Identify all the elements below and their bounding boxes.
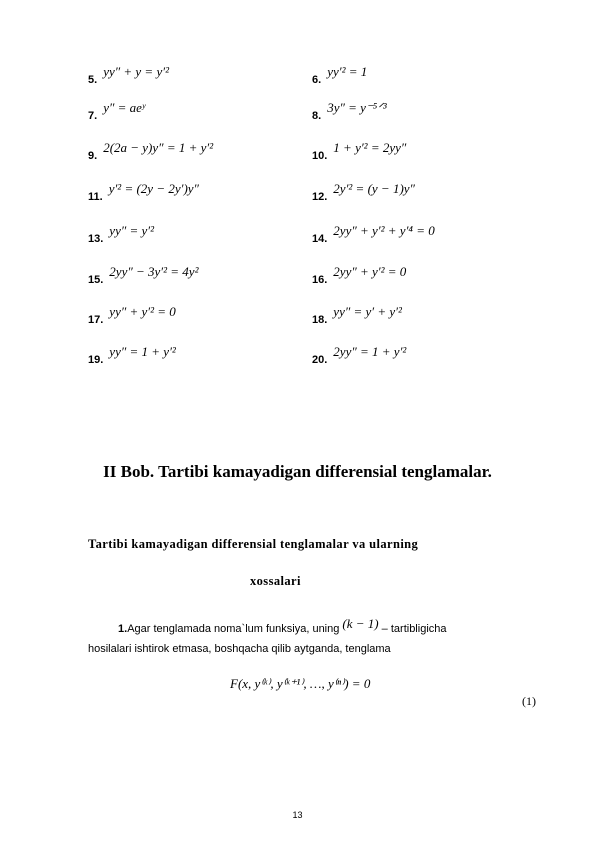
exercise-equation: yy″ + y = y′² <box>103 64 169 79</box>
exercise-equation: yy″ + y′² = 0 <box>109 304 176 319</box>
exercise-number: 20. <box>312 354 328 366</box>
exercise-equation: 2y′² = (y − 1)y″ <box>333 181 415 196</box>
exercise-number: 15. <box>88 274 104 286</box>
exercise-equation: yy″ = y′² <box>109 223 155 238</box>
exercise-number: 14. <box>312 233 328 245</box>
order-expression: (k − 1) <box>342 616 379 631</box>
exercise-19 <box>88 340 176 366</box>
paragraph-text: Agar tenglamada noma`lum funksiya, uning <box>127 623 343 635</box>
page-number: 13 <box>292 810 303 820</box>
exercise-equation: 2yy″ + y′² + y′⁴ = 0 <box>333 223 435 238</box>
exercise-equation: y″ = aeʸ <box>103 100 146 115</box>
exercise-12 <box>312 177 415 203</box>
section-title: Tartibi kamayadigan differensial tenglamalar va ularning <box>88 537 419 551</box>
exercise-equation: 2yy″ + y′² = 0 <box>333 264 407 279</box>
exercise-number: 6. <box>312 74 322 86</box>
exercise-14 <box>312 219 435 245</box>
exercise-6 <box>312 60 367 86</box>
exercise-equation: 3y″ = y⁻⁵ᐟ³ <box>327 100 387 115</box>
exercise-18 <box>312 300 402 326</box>
exercise-number: 16. <box>312 274 328 286</box>
exercise-number: 17. <box>88 314 104 326</box>
paragraph-line-1 <box>118 616 447 636</box>
exercise-equation: y′² = (2y − 2y′)y″ <box>108 181 199 196</box>
exercise-9 <box>88 136 213 162</box>
exercise-number: 10. <box>312 150 328 162</box>
exercise-7 <box>88 96 145 122</box>
exercise-number: 7. <box>88 110 98 122</box>
exercise-10 <box>312 136 406 162</box>
exercise-number: 19. <box>88 354 104 366</box>
exercise-equation: 2yy″ = 1 + y′² <box>333 344 407 359</box>
exercise-8 <box>312 96 387 122</box>
exercise-number: 12. <box>312 191 328 203</box>
chapter-title: II Bob. Tartibi kamayadigan differensial tenglamalar. <box>103 462 492 481</box>
exercise-equation: yy″ = y′ + y′² <box>333 304 402 319</box>
paragraph-line-2: hosilalari ishtirok etmasa, boshqacha qilib aytganda, tenglama <box>88 643 391 655</box>
paragraph-text-continued: – tartibligicha <box>378 623 447 635</box>
exercise-5 <box>88 60 169 86</box>
exercise-number: 8. <box>312 110 322 122</box>
paragraph-number: 1. <box>118 623 128 635</box>
exercise-equation: yy″ = 1 + y′² <box>109 344 176 359</box>
exercise-number: 11. <box>88 191 103 203</box>
exercise-16 <box>312 260 406 286</box>
exercise-17 <box>88 300 176 326</box>
exercise-equation: 2yy″ − 3y′² = 4y² <box>109 264 199 279</box>
exercise-number: 9. <box>88 150 98 162</box>
exercise-13 <box>88 219 154 245</box>
exercise-equation: yy′² = 1 <box>327 64 368 79</box>
exercise-number: 13. <box>88 233 104 245</box>
section-title-continued: xossalari <box>250 574 301 588</box>
exercise-number: 18. <box>312 314 328 326</box>
exercise-equation: 1 + y′² = 2yy″ <box>333 140 407 155</box>
exercise-15 <box>88 260 198 286</box>
formula: F(x, y⁽ᵏ⁾, y⁽ᵏ⁺¹⁾, …, y⁽ⁿ⁾) = 0 <box>230 676 371 691</box>
exercise-equation: 2(2a − y)y″ = 1 + y′² <box>103 140 214 155</box>
formula-number: (1) <box>522 694 536 708</box>
exercise-11 <box>88 177 199 203</box>
exercise-20 <box>312 340 406 366</box>
exercise-number: 5. <box>88 74 98 86</box>
